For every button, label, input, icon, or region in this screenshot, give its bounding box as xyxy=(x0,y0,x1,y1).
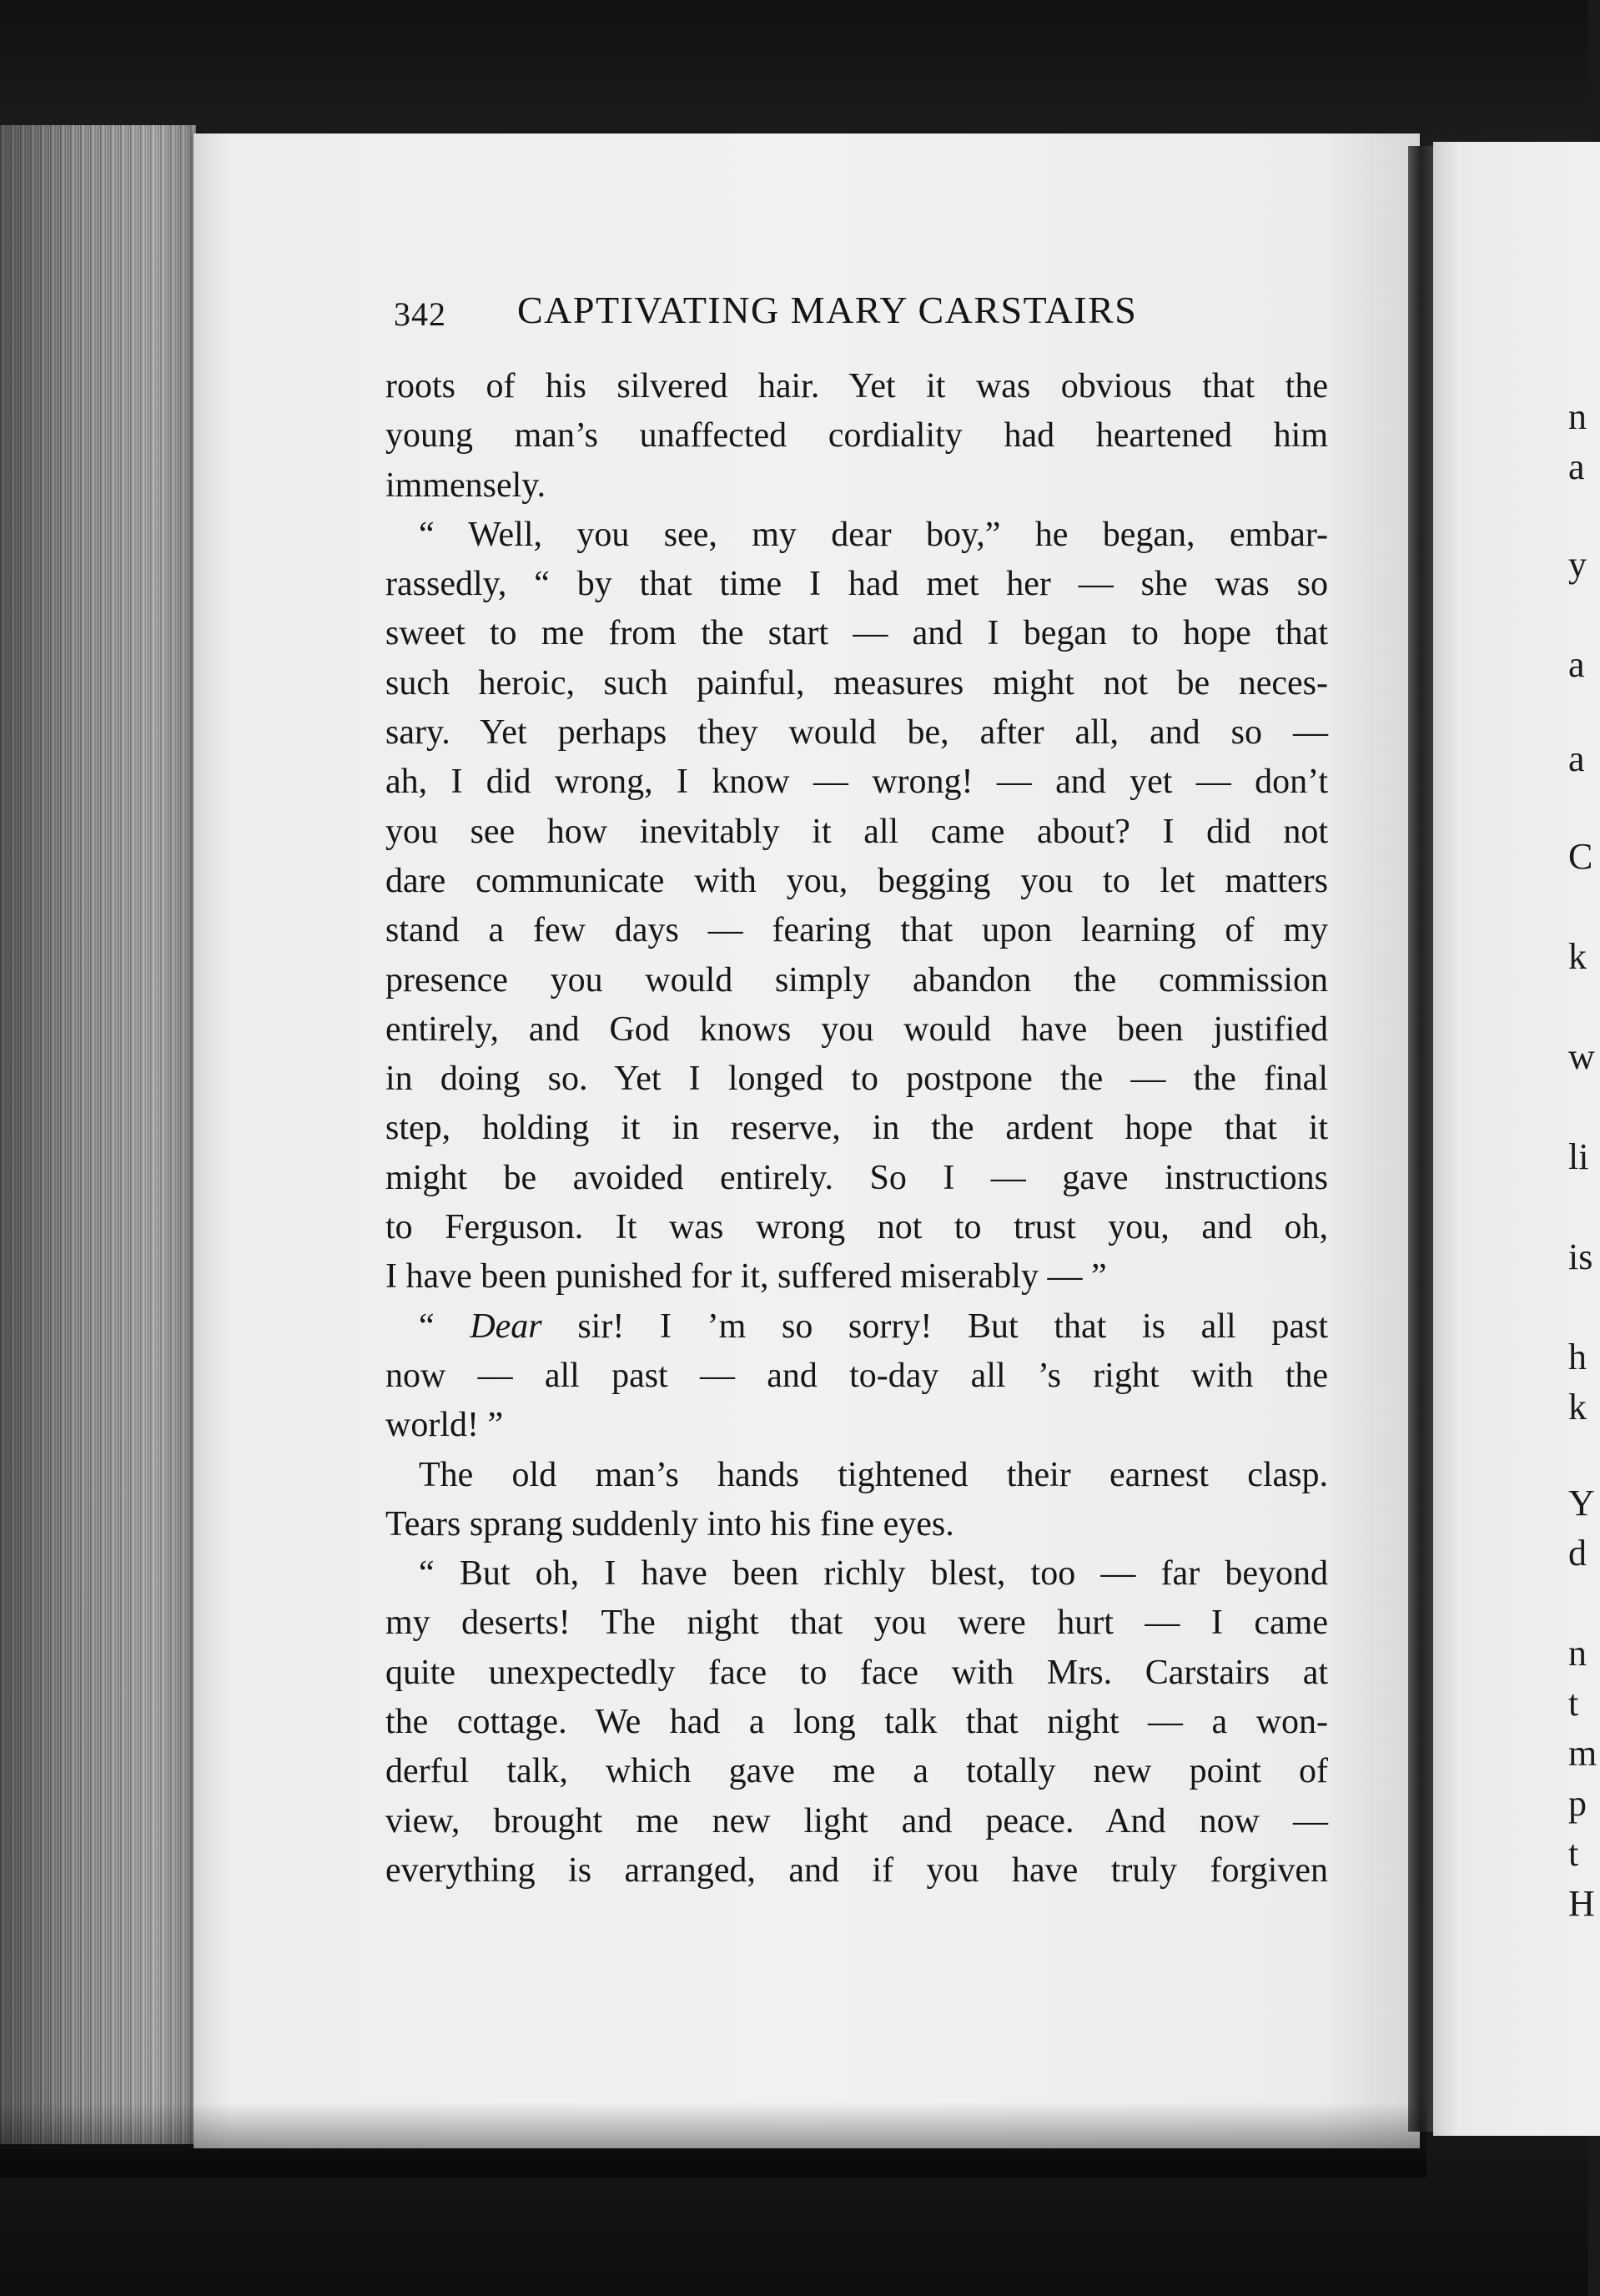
text-line: step, holding it in reserve, in the ardent hope that it xyxy=(385,1109,1328,1148)
right-page-fragment: is xyxy=(1568,1236,1593,1277)
right-page-fragment: a xyxy=(1568,446,1585,487)
right-page-fragment: n xyxy=(1568,1633,1587,1674)
page-edges xyxy=(0,125,196,2144)
text-line: you see how inevitably it all came about? I did not xyxy=(385,812,1328,851)
text-line: “ But oh, I have been richly blest, too — far beyond xyxy=(419,1554,1328,1594)
book-gutter xyxy=(1408,146,1433,2132)
right-page-fragment: H xyxy=(1568,1883,1595,1924)
text-line: immensely. xyxy=(385,466,546,505)
right-page-fragment: n xyxy=(1568,396,1587,437)
right-page-fragment: t xyxy=(1568,1833,1579,1874)
right-page-fragment: w xyxy=(1568,1036,1595,1077)
text-line: I have been punished for it, suffered miserably — ” xyxy=(385,1257,1107,1297)
text-line: “ Well, you see, my dear boy,” he began, embar- xyxy=(419,515,1328,554)
right-page-fragment: C xyxy=(1568,836,1593,877)
text-line: to Ferguson. It was wrong not to trust you, and oh, xyxy=(385,1208,1328,1247)
right-page-fragment: m xyxy=(1568,1733,1597,1774)
text-line: entirely, and God knows you would have been justified xyxy=(385,1010,1328,1049)
right-page-fragment: k xyxy=(1568,1387,1587,1427)
running-title: CAPTIVATING MARY CARSTAIRS xyxy=(517,289,1138,331)
text-line: stand a few days — fearing that upon learning of my xyxy=(385,911,1328,950)
text-line: world! ” xyxy=(385,1406,504,1445)
page-number: 342 xyxy=(394,295,446,333)
right-page-fragment: h xyxy=(1568,1337,1587,1377)
text-line: sweet to me from the start — and I began to hope that xyxy=(385,614,1328,653)
text-line: might be avoided entirely. So I — gave instructions xyxy=(385,1158,1328,1197)
text-line-prefix: “ xyxy=(419,1307,470,1346)
text-line: roots of his silvered hair. Yet it was obvious that the xyxy=(385,367,1328,405)
text-line: young man’s unaffected cordiality had heartened him xyxy=(385,416,1328,456)
text-line: ah, I did wrong, I know — wrong! — and yet — don’t xyxy=(385,763,1328,802)
right-page-fragment: d xyxy=(1568,1533,1587,1573)
text-line xyxy=(385,1302,1328,1352)
text-line: presence you would simply abandon the commission xyxy=(385,960,1328,999)
text-line: Tears sprang suddenly into his fine eyes. xyxy=(385,1504,954,1543)
text-line: derful talk, which gave me a totally new point of xyxy=(385,1752,1328,1791)
right-page-fragment: t xyxy=(1568,1683,1579,1724)
text-line: everything is arranged, and if you have truly forgiven xyxy=(385,1850,1328,1890)
text-line: in doing so. Yet I longed to postpone the — the final xyxy=(385,1060,1328,1099)
right-page-fragment: p xyxy=(1568,1783,1587,1824)
text-line: rassedly, “ by that time I had met her — she was so xyxy=(385,565,1328,604)
text-line: dare communicate with you, begging you to let matters xyxy=(385,861,1328,900)
text-line: such heroic, such painful, measures might not be neces- xyxy=(385,663,1328,702)
body-text xyxy=(385,362,1328,1896)
right-page-fragment: k xyxy=(1568,936,1587,977)
right-page-fragment: a xyxy=(1568,738,1585,779)
text-line: the cottage. We had a long talk that night — a won- xyxy=(385,1703,1328,1742)
text-line: my deserts! The night that you were hurt — I came xyxy=(385,1604,1328,1643)
text-line: The old man’s hands tightened their earnest clasp. xyxy=(419,1455,1328,1494)
italic-word: Dear xyxy=(470,1307,542,1346)
text-line: quite unexpectedly face to face with Mrs. Carstairs at xyxy=(385,1653,1328,1692)
page-header xyxy=(394,288,1320,346)
text-line: view, brought me new light and peace. And now — xyxy=(385,1801,1328,1840)
text-line: now — all past — and to-day all ’s right with the xyxy=(385,1356,1328,1395)
right-page-fragment: a xyxy=(1568,644,1585,685)
page-bottom-shadow xyxy=(0,2102,1426,2178)
text-line: sary. Yet perhaps they would be, after all, and so — xyxy=(385,713,1328,753)
right-page-fragment: y xyxy=(1568,544,1587,585)
right-page-fragment: li xyxy=(1568,1136,1589,1177)
text-line-rest: sir! I ’m so sorry! But that is all past xyxy=(541,1307,1328,1346)
right-page-fragment: Y xyxy=(1568,1483,1595,1523)
